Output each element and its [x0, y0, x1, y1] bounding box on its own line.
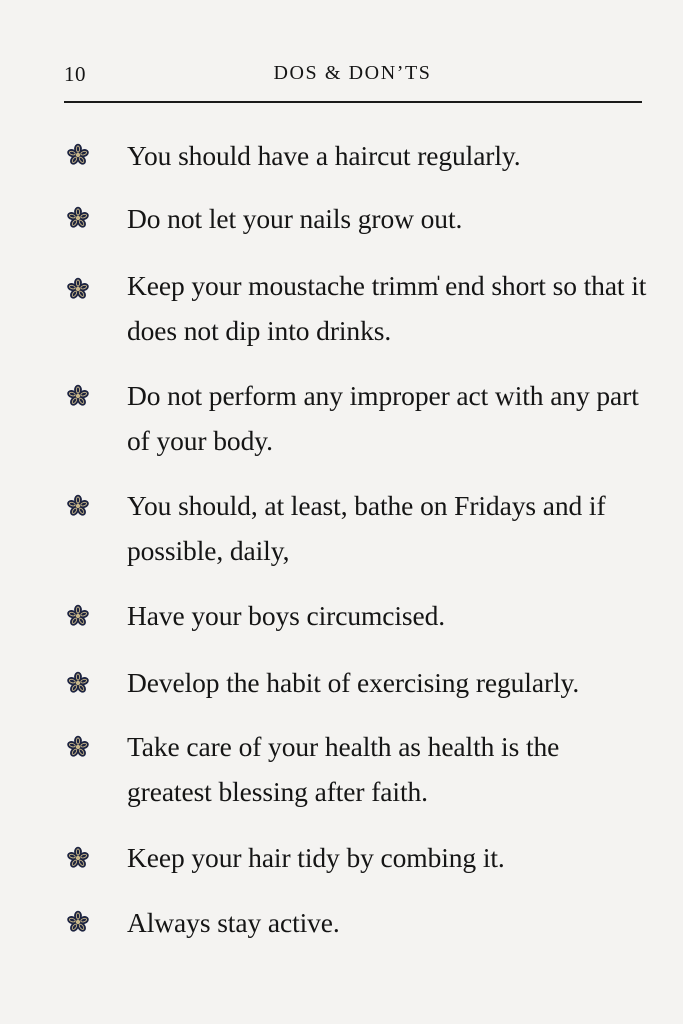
flower-icon — [66, 846, 90, 870]
list-item-text: Keep your hair tidy by combing it. — [127, 842, 505, 873]
running-header — [64, 62, 641, 102]
list-item-text: Do not perform any improper act with any part of your body. — [127, 380, 639, 456]
list-item-text: Develop the habit of exercising regularly. — [127, 667, 580, 698]
list-item-text: You should have a haircut regularly. — [127, 140, 521, 171]
header-rule — [64, 101, 642, 103]
list-item-text: Take care of your health as health is the greatest blessing after faith. — [127, 731, 560, 807]
flower-icon — [66, 277, 90, 301]
flower-icon — [66, 143, 90, 167]
running-title: DOS & DON’TS — [273, 62, 432, 84]
flower-icon — [66, 384, 90, 408]
flower-icon — [66, 735, 90, 759]
list-item-text: Keep your moustache trimm̍ end short so that it does not dip into drinks. — [127, 270, 647, 346]
page-number: 10 — [64, 62, 86, 86]
list-item-text: Do not let your nails grow out. — [127, 203, 463, 234]
flower-icon — [66, 494, 90, 518]
flower-icon — [66, 910, 90, 934]
list-item-text: Always stay active. — [127, 907, 340, 938]
flower-icon — [66, 671, 90, 695]
flower-icon — [66, 206, 90, 230]
list-item-text: You should, at least, bathe on Fridays and if possible, daily, — [127, 490, 606, 566]
list-item-text: Have your boys circumcised. — [127, 600, 446, 631]
flower-icon — [66, 604, 90, 628]
